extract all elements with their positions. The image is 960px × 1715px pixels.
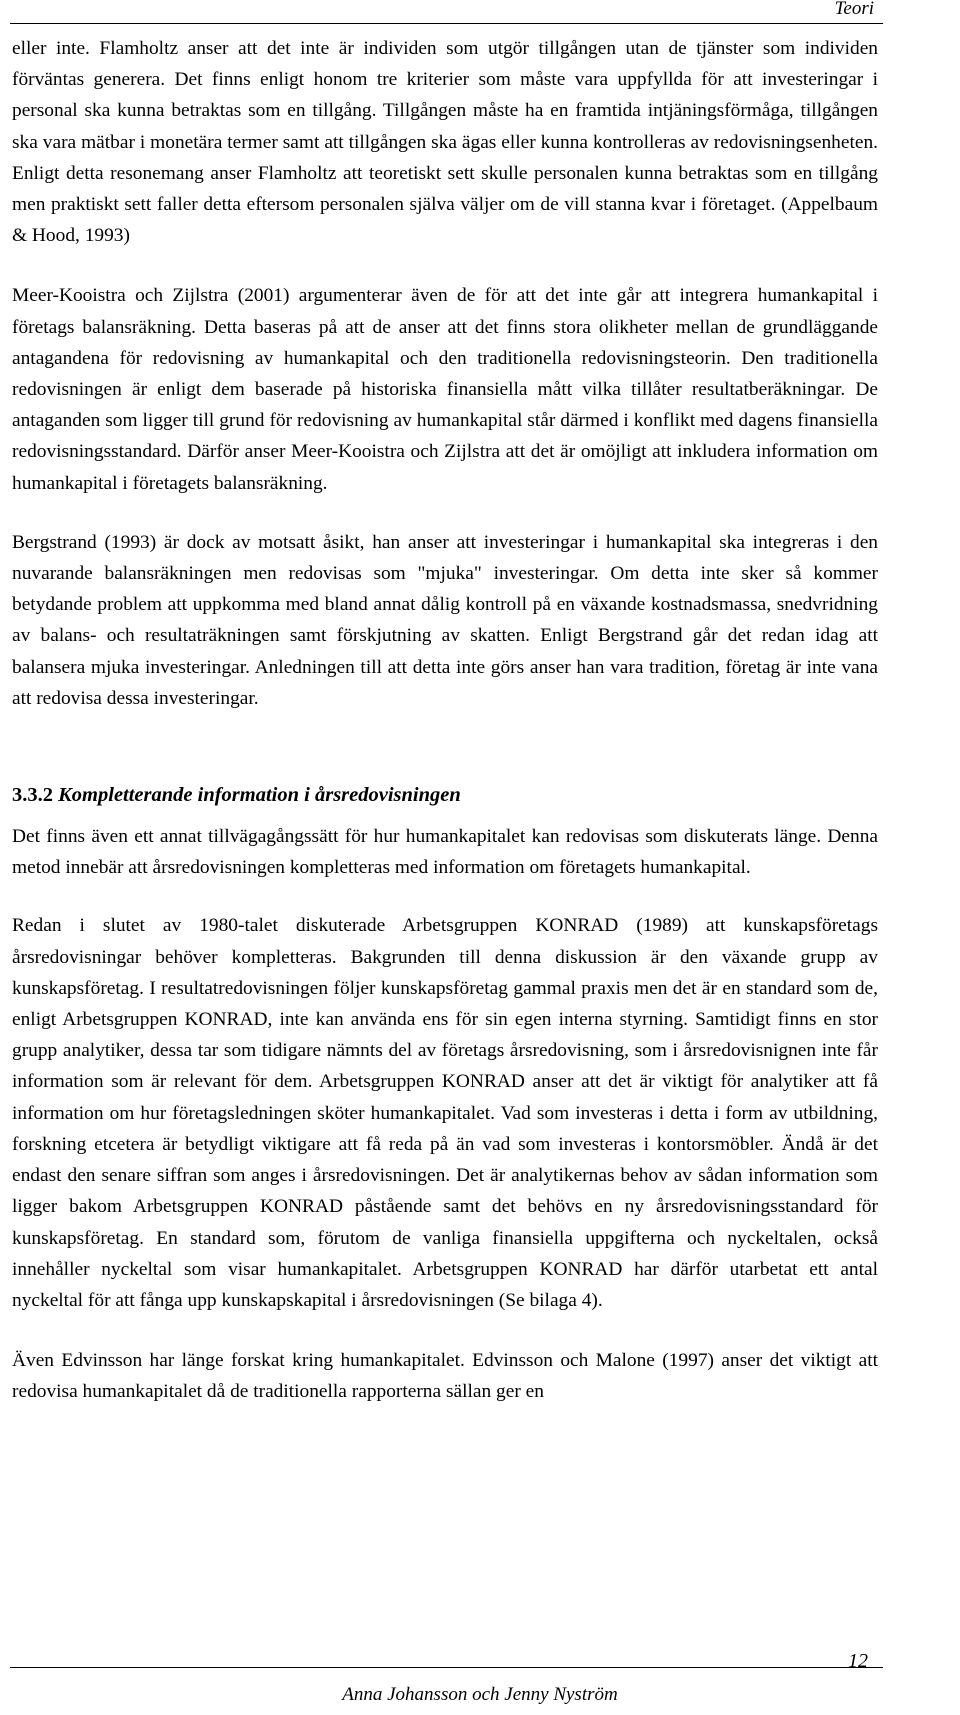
section-number: 3.3.2 bbox=[12, 784, 53, 807]
footer-authors: Anna Johansson och Jenny Nyström bbox=[342, 1684, 618, 1705]
paragraph-flamholtz: eller inte. Flamholtz anser att det inte är individen som utgör tillgången utan de tjänster som individen förväntas generera. Det finns enligt honom tre kriterier som måste vara uppfyllda för att investeringar i personal ska kunna betraktas som en tillgång. Tillgången måste ha en framtida intjäningsförmåga, tillgången ska vara mätbar i monetära termer samt att tillgången ska ägas eller kunna kontrolleras av redovisningsenheten. Enligt detta resonemang anser Flamholtz att teoretiskt sett skulle personalen kunna betraktas som en tillgång men praktiskt sett faller detta eftersom personalen själva väljer om de vill stanna kvar i företaget. (Appelbaum & Hood, 1993) bbox=[12, 38, 878, 247]
footer-rule bbox=[10, 1667, 883, 1668]
page-number: 12 bbox=[848, 1650, 868, 1672]
section-heading bbox=[12, 780, 878, 811]
paragraph-method-intro: Det finns även ett annat tillvägagångssätt för hur humankapitalet kan redovisas som diskuterats länge. Denna metod innebär att årsredovisningen kompletteras med information om företagets humankapital. bbox=[12, 826, 878, 879]
paragraph-edvinsson: Även Edvinsson har länge forskat kring humankapitalet. Edvinsson och Malone (1997) anser det viktigt att redovisa humankapitalet då de traditionella rapporterna sällan ger en bbox=[12, 1350, 878, 1403]
header-rule bbox=[10, 23, 883, 24]
page-header bbox=[0, 0, 960, 28]
paragraph-konrad: Redan i slutet av 1980-talet diskuterade Arbetsgruppen KONRAD (1989) att kunskapsföretags årsredovisningar behöver kompletteras. Bakgrunden till denna diskussion är den växande grupp av kunskapsföretag. I resultatredovisningen följer kunskapsföretag gammal praxis men det är en standard som de, enligt Arbetsgruppen KONRAD, inte kan använda ens för sin egen interna styrning. Samtidigt finns en stor grupp analytiker, dessa tar som tidigare nämnts del av företags årsredovisning, som i årsredovisnignen inte får information som är relevant för dem. Arbetsgruppen KONRAD anser att det är viktigt för analytiker att få information om hur företagsledningen sköter humankapitalet. Vad som investeras i detta i form av utbildning, forskning etcetera är betydligt viktigare att få reda på än vad som investeras i kontorsmöbler. Ändå är det endast den senare siffran som anges i årsredovisningen. Det är analytikernas behov av sådan information som ligger bakom Arbetsgruppen KONRAD påstående samt det behövs en ny årsredovisningsstandard för kunskapsföretag. En standard som, förutom de vanliga finansiella uppgifterna och nyckeltalen, också innehåller nyckeltal som visar humankapitalet. Arbetsgruppen KONRAD har därför utarbetat ett antal nyckeltal för att fånga upp kunskapskapital i årsredovisningen (Se bilaga 4). bbox=[12, 915, 878, 1311]
section-title: Kompletterande information i årsredovisningen bbox=[58, 784, 461, 807]
paragraph-meer-kooistra: Meer-Kooistra och Zijlstra (2001) argumenterar även de för att det inte går att integrera humankapital i företags balansräkning. Detta baseras på att de anser att det finns stora olikheter mellan de grundläggande antagandena för redovisning av humankapital och den traditionella redovisningsteorin. Den traditionella redovisningen är enligt dem baserade på historiska finansiella mått vilka tillåter resultatberäkningar. De antaganden som ligger till grund för redovisning av humankapital står därmed i konflikt med dagens finansiella redovisningsstandard. Därför anser Meer-Kooistra och Zijlstra att det är omöjligt att inkludera information om humankapital i företagets balansräkning. bbox=[12, 285, 878, 494]
paragraph-bergstrand: Bergstrand (1993) är dock av motsatt åsikt, han anser att investeringar i humankapital ska integreras i den nuvarande balansräkningen men redovisas som "mjuka" investeringar. Om detta inte sker så kommer betydande problem att uppkomma med bland annat dålig kontroll på en växande kostnadsmassa, snedvridning av balans- och resultaträkningen samt förskjutning av skatten. Enligt Bergstrand går det redan idag att balansera mjuka investeringar. Anledningen till att detta inte görs anser han vara tradition, företag är inte vana att redovisa dessa investeringar. bbox=[12, 531, 878, 709]
page-body bbox=[12, 33, 878, 1408]
running-header-title: Teori bbox=[834, 0, 874, 19]
